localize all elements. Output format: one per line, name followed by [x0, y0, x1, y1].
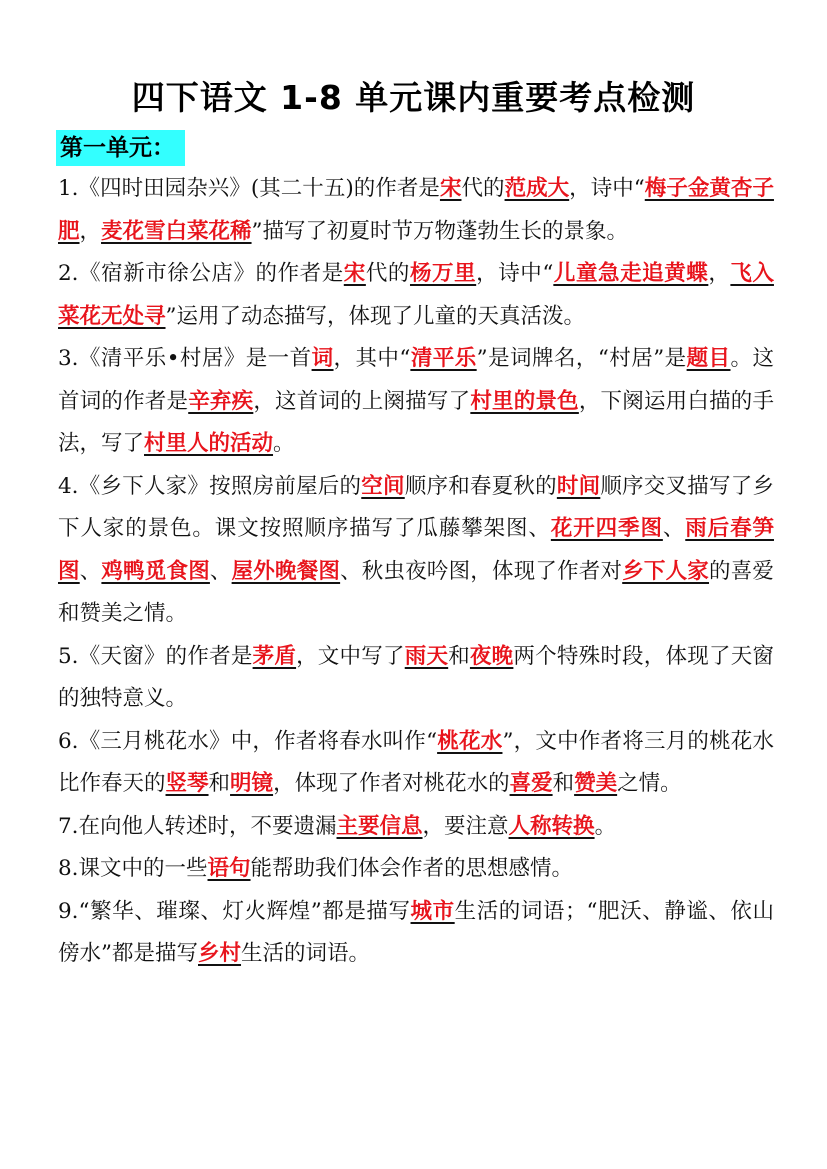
answer-highlight: 雨天 — [404, 643, 449, 669]
question-list — [58, 168, 774, 976]
answer-highlight: 辛弃疾 — [188, 388, 254, 414]
question-text: 1.《四时田园杂兴》(其二十五)的作者是 — [58, 176, 440, 201]
question-item — [58, 891, 774, 976]
question-text: ，体现了作者对桃花水的 — [273, 771, 510, 796]
question-text: ，诗中“ — [476, 261, 554, 286]
question-text: 能帮助我们体会作者的思想感情。 — [250, 856, 574, 881]
question-text: ”，文中作者将三月的桃花水比作春天的 — [58, 728, 774, 796]
question-text: 5.《天窗》的作者是 — [58, 643, 253, 669]
question-text: 6.《三月桃花水》中，作者将春水叫作“ — [58, 728, 438, 754]
answer-highlight: 词 — [311, 346, 334, 371]
question-text: ，诗中“ — [569, 176, 645, 201]
answer-highlight: 鸡鸭觅食图 — [101, 558, 210, 584]
question-text: 9.“繁华、璀璨、灯火辉煌”都是描写 — [58, 898, 411, 924]
answer-highlight: 城市 — [410, 898, 455, 924]
question-item — [58, 636, 774, 721]
question-text: ， — [79, 218, 102, 244]
question-text: 3.《清平乐•村居》是一首 — [58, 346, 312, 371]
question-text: 。 — [273, 431, 295, 456]
answer-highlight: 飞入菜花无处寻 — [58, 261, 774, 329]
question-text: 两个特殊时段，体现了天窗的独特意义。 — [58, 643, 774, 711]
question-text: 4.《乡下人家》按照房前屋后的 — [58, 473, 362, 499]
question-text: 、 — [79, 558, 102, 584]
question-text: 2.《宿新市徐公店》的作者是 — [58, 261, 344, 286]
answer-highlight: 杨万里 — [409, 261, 477, 286]
question-text: 、 — [209, 558, 232, 584]
question-text: 、秋虫夜吟图，体现了作者对 — [340, 558, 623, 584]
answer-highlight: 主要信息 — [336, 813, 423, 839]
question-text: 之情。 — [617, 771, 682, 796]
question-text: 代的 — [461, 176, 505, 201]
question-item — [58, 253, 774, 338]
question-text: 生活的词语；“肥沃、静谧、依山傍水”都是描写 — [58, 898, 774, 966]
question-text: 和 — [552, 771, 575, 796]
answer-highlight: 范成大 — [504, 176, 570, 201]
answer-highlight: 明镜 — [230, 771, 274, 796]
answer-highlight: 桃花水 — [437, 728, 503, 754]
question-text: ”是词牌名，“村居”是 — [476, 346, 687, 371]
question-text: 的喜爱和赞美之情。 — [58, 558, 774, 626]
answer-highlight: 梅子金黄杏子肥 — [58, 176, 774, 244]
question-text: ，要注意 — [422, 813, 509, 839]
answer-highlight: 竖琴 — [165, 771, 209, 796]
answer-highlight: 乡村 — [198, 941, 242, 966]
question-text: ， — [708, 261, 731, 286]
answer-highlight: 宋 — [343, 261, 366, 286]
question-text: ，其中“ — [333, 346, 411, 371]
answer-highlight: 语句 — [207, 856, 251, 881]
question-item — [58, 721, 774, 806]
page-title: 四下语文 1-8 单元课内重要考点检测 — [131, 78, 696, 117]
answer-highlight: 茅盾 — [252, 643, 297, 669]
answer-highlight: 喜爱 — [509, 771, 553, 796]
answer-highlight: 时间 — [556, 473, 601, 499]
answer-highlight: 清平乐 — [410, 346, 477, 371]
question-item — [58, 338, 774, 466]
question-text: 。这首词的作者是 — [58, 346, 774, 414]
question-text: ”运用了动态描写，体现了儿童的天真活泼。 — [165, 303, 586, 329]
question-text: ，下阕运用白描的手法，写了 — [58, 388, 774, 456]
question-item — [58, 168, 774, 253]
question-item — [58, 466, 774, 636]
answer-highlight: 麦花雪白菜花稀 — [101, 218, 252, 244]
question-item — [58, 848, 774, 891]
question-text: ”描写了初夏时节万物蓬勃生长的景象。 — [251, 218, 629, 244]
answer-highlight: 人称转换 — [508, 813, 595, 839]
question-item — [58, 806, 774, 849]
question-text: ，文中写了 — [296, 643, 405, 669]
answer-highlight: 夜晚 — [469, 643, 514, 669]
answer-highlight: 儿童急走追黄蝶 — [553, 261, 709, 286]
question-text: 顺序和春夏秋的 — [404, 473, 557, 499]
answer-highlight: 屋外晚餐图 — [231, 558, 341, 584]
answer-highlight: 乡下人家 — [622, 558, 710, 584]
question-text: 顺序交叉描写了乡下人家的景色。课文按照顺序描写了瓜藤攀架图、 — [58, 473, 774, 541]
question-text: 。 — [594, 813, 617, 839]
question-text: 和 — [448, 643, 470, 669]
question-text: 8.课文中的一些 — [58, 856, 208, 881]
question-text: 代的 — [365, 261, 410, 286]
answer-highlight: 雨后春笋图 — [58, 516, 774, 584]
answer-highlight: 村里人的活动 — [144, 431, 274, 456]
question-text: ，这首词的上阕描写了 — [253, 388, 471, 414]
unit-heading: 第一单元： — [56, 130, 185, 166]
question-text: 7.在向他人转述时，不要遗漏 — [58, 813, 337, 839]
answer-highlight: 村里的景色 — [470, 388, 579, 414]
question-text: 和 — [208, 771, 231, 796]
question-text: 生活的词语。 — [241, 941, 371, 966]
answer-highlight: 宋 — [439, 176, 462, 201]
answer-highlight: 赞美 — [574, 771, 618, 796]
question-text: 、 — [662, 516, 686, 541]
answer-highlight: 空间 — [361, 473, 405, 499]
answer-highlight: 花开四季图 — [550, 516, 663, 541]
answer-highlight: 题目 — [686, 346, 731, 371]
